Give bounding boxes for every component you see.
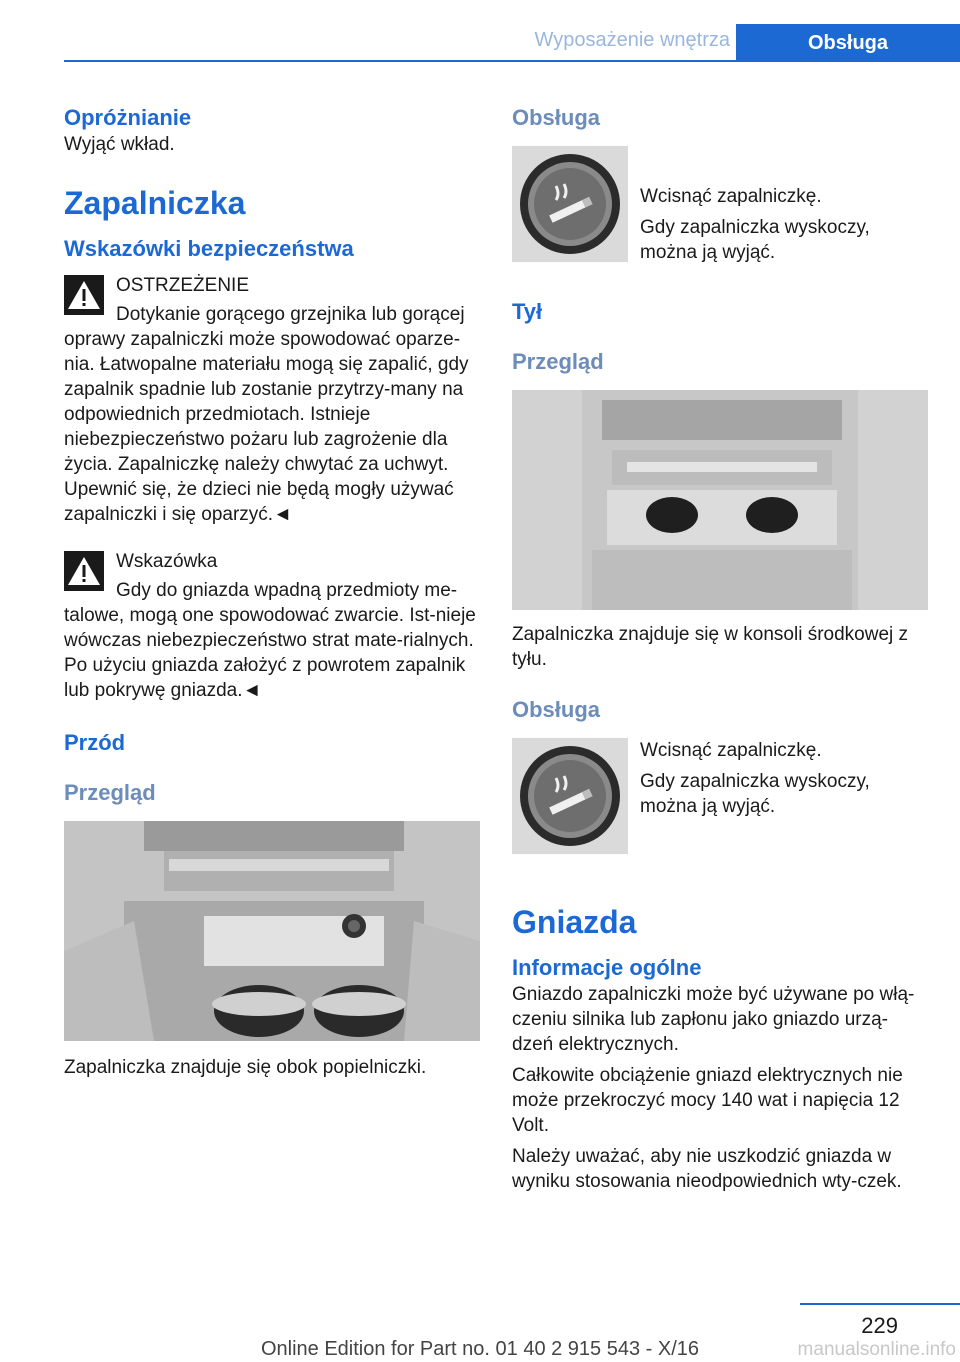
heading-tyl: Tył xyxy=(512,299,543,324)
note-heading: Wskazówka xyxy=(116,551,218,572)
header-rule xyxy=(64,60,960,62)
section-title: Wyposażenie wnętrza xyxy=(534,29,730,51)
info-paragraph-2: Całkowite obciążenie gniazd elektrycznych nie może przekroczyć mocy 140 wat i napięcia 12 Volt. xyxy=(512,1065,903,1136)
heading-przeglad-rear: Przegląd xyxy=(512,349,604,374)
lighter-instruction-1 xyxy=(512,146,928,264)
page-footer xyxy=(0,1303,960,1362)
instruction-remove: Gdy zapalniczka wyskoczy, można ją wyjąć. xyxy=(640,771,870,817)
left-column xyxy=(64,104,480,1080)
warning-icon xyxy=(64,551,104,591)
caption-front: Zapalniczka znajduje się obok popielniczki. xyxy=(64,1057,427,1078)
warning-icon xyxy=(64,275,104,315)
heading-obsluga-1: Obsługa xyxy=(512,105,601,130)
right-column xyxy=(512,104,928,1194)
info-paragraph-3: Należy uważać, aby nie uszkodzić gniazda w wyniku stosowania nieodpowiednich wty-czek. xyxy=(512,1146,902,1192)
lighter-instruction-2 xyxy=(512,738,928,856)
rear-console-photo xyxy=(512,390,928,610)
info-paragraph-1: Gniazdo zapalniczki może być używane po włą-czeniu silnika lub zapłonu jako gniazdo urzą-dzeń elektrycznych. xyxy=(512,984,915,1055)
footer-rule xyxy=(800,1303,960,1305)
note-first-line: Gdy do gniazda wpadną przedmioty me- xyxy=(116,580,458,601)
heading-przod: Przód xyxy=(64,730,126,755)
front-console-photo xyxy=(64,821,480,1041)
page-number: 229 xyxy=(861,1313,898,1338)
instruction-remove: Gdy zapalniczka wyskoczy, można ją wyjąć. xyxy=(640,217,870,263)
heading-wskazowki: Wskazówki bezpieczeństwa xyxy=(64,236,354,261)
heading-zapalniczka: Zapalniczka xyxy=(64,185,246,221)
warning-heading: OSTRZEŻENIE xyxy=(116,275,250,296)
instruction-press: Wcisnąć zapalniczkę. xyxy=(640,740,822,761)
lighter-icon xyxy=(512,738,628,854)
chapter-tab: Obsługa xyxy=(736,24,960,62)
caption-rear: Zapalniczka znajduje się w konsoli środkowej z tyłu. xyxy=(512,624,909,670)
lighter-icon xyxy=(512,146,628,262)
note-text: talowe, mogą one spowodować zwarcie. Ist-nieje wówczas niebezpieczeństwo strat mate-rialnych. Po użyciu gniazda założyć z powrotem zapalnik lub pokrywę gniazda.◄ xyxy=(64,605,476,701)
note-block xyxy=(64,549,480,703)
text-oproznianie: Wyjąć wkład. xyxy=(64,134,175,155)
warning-first-line: Dotykanie gorącego grzejnika lub gorącej xyxy=(116,304,465,325)
heading-gniazda: Gniazda xyxy=(512,904,637,940)
heading-oproznianie: Opróżnianie xyxy=(64,105,192,130)
heading-obsluga-2: Obsługa xyxy=(512,697,601,722)
watermark: manualsonline.info xyxy=(797,1339,956,1360)
page-header xyxy=(64,24,960,62)
instruction-press: Wcisnąć zapalniczkę. xyxy=(640,186,822,207)
warning-text: oprawy zapalniczki może spowodować oparze-nia. Łatwopalne materiału mogą się zapalić, gdy zapalnik spadnie lub zostanie przytrzy-many na odpowiednich przedmiotach. Istnieje niebezpieczeństwo pożaru lub zagrożenie dla życia. Zapalniczkę należy chwytać za uchwyt. Upewnić się, że dzieci nie będą mogły używać zapalniczki i się oparzyć.◄ xyxy=(64,329,469,525)
warning-block xyxy=(64,273,480,527)
heading-przeglad: Przegląd xyxy=(64,780,156,805)
heading-informacje: Informacje ogólne xyxy=(512,955,702,980)
edition-line: Online Edition for Part no. 01 40 2 915 543 - X/16 xyxy=(260,1338,700,1360)
